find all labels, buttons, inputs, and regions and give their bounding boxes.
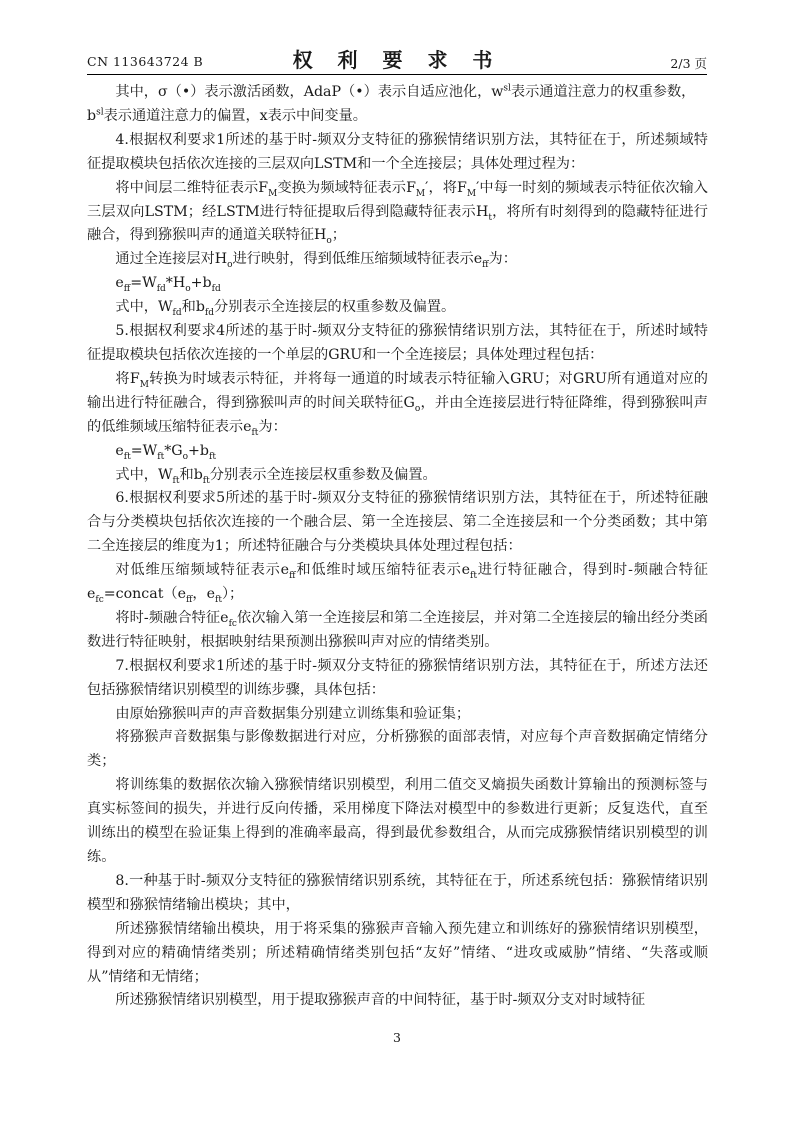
page-number: 3: [393, 1030, 401, 1045]
publication-number: CN 113643724 B: [87, 54, 204, 69]
paragraph: 所述猕猴情绪识别模型，用于提取猕猴声音的中间特征，基于时-频双分支对时域特征: [115, 992, 646, 1009]
paragraph: 将$F_M$转换为时域表示特征，并将每一通道的时域表示特征输入GRU；对GRU所有通道对应的输出进行特征融合，得到猕猴叫声的时间关联特征$G_o$，并由全连接层进行特征降维，得到猕猴叫声的低维频域压缩特征表示$e_{ft}$为：: [87, 370, 708, 438]
header-divider: [87, 74, 707, 75]
claim-8: 8.一种基于时-频双分支特征的猕猴情绪识别系统，其特征在于，所述系统包括：猕猴情绪识别模型和猕猴情绪输出模块；其中，: [87, 872, 708, 913]
claim-7: 7.根据权利要求1所述的基于时-频双分支特征的猕猴情绪识别方法，其特征在于，所述方法还包括猕猴情绪识别模型的训练步骤，具体包括：: [87, 657, 708, 698]
paragraph: 通过全连接层对$H_o$进行映射，得到低维压缩频域特征表示$e_{ff}$为：: [115, 251, 517, 271]
claims-body: [87, 81, 708, 1013]
claim-5: 5.根据权利要求4所述的基于时-频双分支特征的猕猴情绪识别方法，其特征在于，所述时域特征提取模块包括依次连接的一个单层的GRU和一个全连接层；具体处理过程包括：: [87, 323, 708, 363]
paragraph: 所述猕猴情绪输出模块，用于将采集的猕猴声音输入预先建立和训练好的猕猴情绪识别模型，得到对应的精确情绪类别；所述精确情绪类别包括“友好”情绪、“进攻或威胁”情绪、“失落或顺从”情绪和无情绪；: [87, 920, 708, 985]
paragraph: 将时-频融合特征$e_{fc}$依次输入第一全连接层和第二全连接层，并对第二全连接层的输出经分类函数进行特征映射，根据映射结果预测出猕猴叫声对应的情绪类别。: [87, 609, 708, 650]
equation: $e_{ft}=W_{ft}*G_o+b_{ft}$: [115, 442, 216, 462]
paragraph: $b^{sl}$表示通道注意力的偏置，x表示中间变量。: [87, 107, 367, 124]
paragraph: 由原始猕猴叫声的声音数据集分别建立训练集和验证集；: [115, 705, 471, 722]
paragraph: 其中，σ（•）表示激活函数，AdaP（•）表示自适应池化，$w^{sl}$表示通道注意力的权重参数，: [115, 83, 696, 100]
paragraph: 将训练集的数据依次输入猕猴情绪识别模型，利用二值交叉熵损失函数计算输出的预测标签与真实标签间的损失，并进行反向传播，采用梯度下降法对模型中的参数进行更新；反复迭代，直至训练出的模型在验证集上得到的准确率最高，得到最优参数组合，从而完成猕猴情绪识别模型的训练。: [87, 777, 708, 865]
equation: $e_{ff}=W_{fd}*H_o+b_{fd}$: [115, 275, 221, 295]
page-indicator: 2/3 页: [670, 56, 707, 71]
claim-4: 4.根据权利要求1所述的基于时-频双分支特征的猕猴情绪识别方法，其特征在于，所述频域特征提取模块包括依次连接的三层双向LSTM和一个全连接层；具体处理过程为：: [87, 131, 708, 172]
document-title: 权 利 要 求 书: [292, 48, 502, 72]
paragraph: 式中，$W_{ft}$和$b_{ft}$分别表示全连接层权重参数及偏置。: [115, 466, 437, 486]
paragraph: 将中间层二维特征表示$F_M$变换为频域特征表示$F_M'$，将$F_M'$中每一时刻的频域表示特征依次输入三层双向LSTM；经LSTM进行特征提取后得到隐藏特征表示$H_t$，将所有时刻得到的隐藏特征进行融合，得到猕猴叫声的通道关联特征$H_o$；: [87, 179, 708, 247]
paragraph: 将猕猴声音数据集与影像数据进行对应，分析猕猴的面部表情，对应每个声音数据确定情绪分类；: [87, 729, 708, 770]
page-header: [87, 44, 707, 74]
paragraph: 式中，$W_{fd}$和$b_{fd}$分别表示全连接层的权重参数及偏置。: [115, 299, 456, 318]
claim-6: 6.根据权利要求5所述的基于时-频双分支特征的猕猴情绪识别方法，其特征在于，所述特征融合与分类模块包括依次连接的一个融合层、第一全连接层、第二全连接层和一个分类函数；其中第二全连接层的维度为1；所述特征融合与分类模块具体处理过程包括：: [87, 490, 708, 555]
paragraph: 对低维压缩频域特征表示$e_{ff}$和低维时域压缩特征表示$e_{ft}$进行特征融合，得到时-频融合特征$e_{fc}=concat(e_{ff}$，$e_{ft}$）；: [87, 562, 708, 605]
